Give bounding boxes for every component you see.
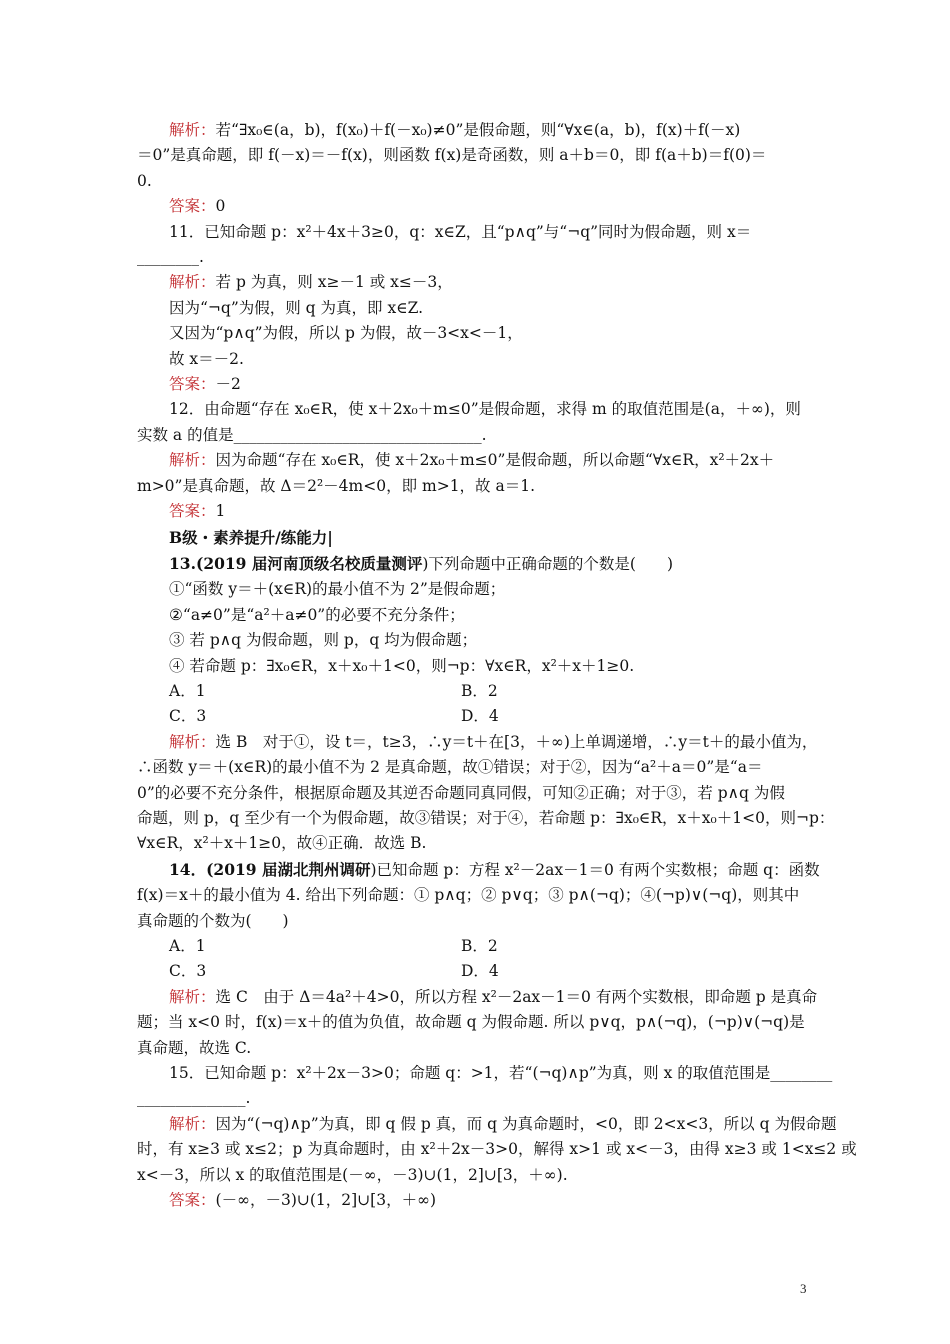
text-segment: ②“a≠0”是“a²＋a≠0”的必要不充分条件； — [169, 605, 465, 624]
text-segment: 命题，则 p，q 至少有一个为假命题，故③错误；对于④，若命题 p：∃x₀∈R，x＋x₀＋1<0，则¬p： — [137, 808, 835, 827]
text-line — [137, 1163, 817, 1188]
text-line — [137, 781, 817, 806]
text-line — [137, 347, 817, 372]
text-line — [137, 118, 817, 143]
text-segment: ③ 若 p∧q 为假命题，则 p，q 均为假命题； — [169, 631, 478, 650]
text-segment: 1 — [215, 502, 226, 521]
text-line — [137, 296, 817, 321]
text-line — [137, 883, 817, 908]
answer-label: 解析： — [169, 121, 216, 139]
text-line — [137, 143, 817, 168]
text-line — [137, 372, 817, 397]
choice-option: C．3 — [169, 962, 207, 981]
text-line — [137, 551, 817, 577]
text-line — [137, 423, 817, 448]
text-line — [137, 628, 817, 653]
text-segment: m>0”是真命题，故 Δ＝2²－4m<0，即 m>1，故 a＝1. — [137, 476, 536, 495]
section-middle — [137, 730, 835, 934]
text-line — [137, 1086, 817, 1111]
q13-options — [137, 679, 817, 730]
text-segment: 2019 届河南顶级名校质量测评 — [203, 553, 423, 573]
text-segment: 14．( — [169, 859, 214, 879]
text-segment: 12．由命题“存在 x₀∈R，使 x＋2x₀＋m≤0”是假命题，求得 m 的取值范围是(a，＋∞)，则 — [169, 400, 801, 419]
text-line — [137, 654, 817, 679]
text-line — [137, 1010, 817, 1035]
text-line — [137, 397, 817, 422]
text-segment: 若 p 为真，则 x≥－1 或 x≤－3， — [215, 273, 453, 292]
text-line — [137, 220, 817, 245]
text-line — [137, 909, 817, 934]
choice-option: D．4 — [461, 707, 499, 726]
text-segment: (－∞，－3)∪(1，2]∪[3，＋∞) — [215, 1191, 437, 1210]
text-line — [137, 270, 817, 295]
text-line — [137, 831, 817, 856]
text-line — [137, 1137, 857, 1162]
answer-label: 解析： — [169, 732, 216, 751]
text-segment: 因为“¬q”为假，则 q 为真，即 x∈Z. — [169, 298, 424, 317]
text-line — [137, 985, 817, 1010]
option-row — [137, 959, 817, 984]
text-segment: 题；当 x<0 时，f(x)＝x＋的值为负值，故命题 q 为假命题. 所以 p∨q，p∧(¬q)，(¬p)∨(¬q)是 — [137, 1013, 805, 1032]
text-segment: 真命题，故选 C. — [137, 1038, 252, 1057]
choice-option: A．1 — [169, 937, 206, 955]
text-segment: 实数 a 的值是________________________________. — [137, 425, 487, 444]
answer-label: 解析： — [169, 451, 216, 470]
choice-option: B．2 — [461, 681, 498, 700]
text-segment: 选 C 由于 Δ＝4a²＋4>0，所以方程 x²－2ax－1＝0 有两个实数根，即命题 p 是真命 — [215, 987, 818, 1006]
q14-options — [137, 934, 817, 985]
text-segment: 11．已知命题 p：x²＋4x＋3≥0，q：x∈Z，且“p∧q”与“¬q”同时为假命题，则 x＝ — [169, 222, 752, 241]
text-segment: 真命题的个数为( ) — [137, 911, 289, 930]
text-segment: 2019 届湖北荆州调研 — [213, 859, 371, 879]
answer-label: 答案： — [169, 197, 216, 216]
page-number: 3 — [800, 1281, 807, 1296]
text-segment: 13.( — [169, 553, 204, 573]
text-segment: 0”的必要不充分条件，根据原命题及其逆否命题同真同假，可知②正确；对于③，若 p∧q 为假 — [137, 783, 785, 802]
text-line — [137, 755, 817, 780]
text-segment: 0. — [137, 171, 152, 190]
text-segment: B级・素养提升/练能力| — [169, 527, 333, 547]
text-line — [137, 525, 817, 551]
text-segment: 因为命题“存在 x₀∈R，使 x＋2x₀＋m≤0”是假命题，所以命题“∀x∈R，x²＋2x＋ — [215, 451, 775, 470]
text-segment: ∴函数 y＝＋(x∈R)的最小值不为 2 是真命题，故①错误；对于②，因为“a²＋a＝0”是“a＝ — [137, 758, 763, 777]
text-segment: )已知命题 p：方程 x²－2ax－1＝0 有两个实数根；命题 q：函数 — [370, 860, 820, 879]
text-line — [137, 730, 817, 755]
answer-label: 答案： — [169, 502, 216, 521]
text-segment: f(x)＝x＋的最小值为 4. 给出下列命题：① p∧q；② p∨q；③ p∧(¬q)；④(¬p)∨(¬q)，则其中 — [137, 886, 800, 905]
text-segment: 0 — [215, 197, 226, 216]
option-row — [137, 934, 817, 959]
text-line — [137, 194, 817, 219]
option-row — [137, 679, 817, 704]
text-segment: ④ 若命题 p：∃x₀∈R，x＋x₀＋1<0，则¬p：∀x∈R，x²＋x＋1≥0. — [169, 656, 635, 675]
answer-label: 答案： — [169, 1191, 216, 1210]
text-line — [137, 1112, 837, 1137]
text-line — [137, 245, 817, 270]
text-segment: ∀x∈R，x²＋x＋1≥0，故④正确．故选 B. — [137, 834, 427, 853]
text-line — [137, 499, 817, 524]
text-segment: 选 B 对于①，设 t＝，t≥3，∴y＝t＋在[3，＋∞)上单调递增，∴y＝t＋的最小值为， — [215, 732, 818, 751]
option-row — [137, 704, 817, 729]
text-line — [137, 806, 835, 831]
choice-option: D．4 — [461, 962, 499, 981]
section-top — [137, 118, 817, 679]
choice-option: C．3 — [169, 707, 207, 726]
text-segment: 又因为“p∧q”为假，所以 p 为假，故－3<x<－1， — [169, 324, 523, 343]
text-line — [137, 1036, 817, 1061]
text-segment: 若“∃x₀∈(a，b)，f(x₀)＋f(－x₀)≠0”是假命题，则“∀x∈(a，b)，f(x)＋f(－x) — [215, 121, 741, 139]
text-segment: ______________. — [137, 1089, 251, 1108]
text-segment: 因为“(¬q)∧p”为真，即 q 假 p 真，而 q 为真命题时，<0，即 2<x<3，所以 q 为假命题 — [215, 1114, 837, 1133]
text-line — [137, 448, 817, 473]
answer-label: 解析： — [169, 1114, 216, 1133]
answer-label: 答案： — [169, 375, 216, 394]
text-segment: 15．已知命题 p：x²＋2x－3>0；命题 q：>1，若“(¬q)∧p”为真，则 x 的取值范围是________ — [169, 1064, 833, 1083]
text-segment: x<－3，所以 x 的取值范围是(－∞，－3)∪(1，2]∪[3，＋∞). — [137, 1165, 568, 1184]
text-line — [137, 857, 820, 883]
text-line — [137, 1061, 833, 1086]
section-bottom — [137, 985, 857, 1214]
text-segment: ＝0”是真命题，即 f(－x)＝－f(x)，则函数 f(x)是奇函数，则 a＋b＝0，即 f(a＋b)＝f(0)＝ — [137, 146, 767, 165]
text-line — [137, 577, 817, 602]
answer-label: 解析： — [169, 273, 216, 292]
text-segment: )下列命题中正确命题的个数是( ) — [422, 554, 674, 573]
text-segment: －2 — [215, 375, 241, 394]
page-content — [137, 118, 857, 1213]
text-line — [137, 321, 817, 346]
text-line — [137, 474, 817, 499]
answer-label: 解析： — [169, 987, 216, 1006]
text-segment: 故 x＝－2. — [169, 349, 244, 368]
text-line — [137, 1188, 817, 1213]
text-segment: 时，有 x≥3 或 x≤2；p 为真命题时，由 x²＋2x－3>0，解得 x>1 或 x<－3，由得 x≥3 或 1<x≤2 或 — [137, 1140, 857, 1159]
choice-option: B．2 — [461, 937, 498, 955]
text-line — [137, 169, 817, 194]
text-line — [137, 603, 817, 628]
text-segment: ①“函数 y＝＋(x∈R)的最小值不为 2”是假命题； — [169, 580, 506, 599]
text-segment: ________. — [137, 248, 204, 267]
choice-option: A．1 — [169, 681, 206, 700]
